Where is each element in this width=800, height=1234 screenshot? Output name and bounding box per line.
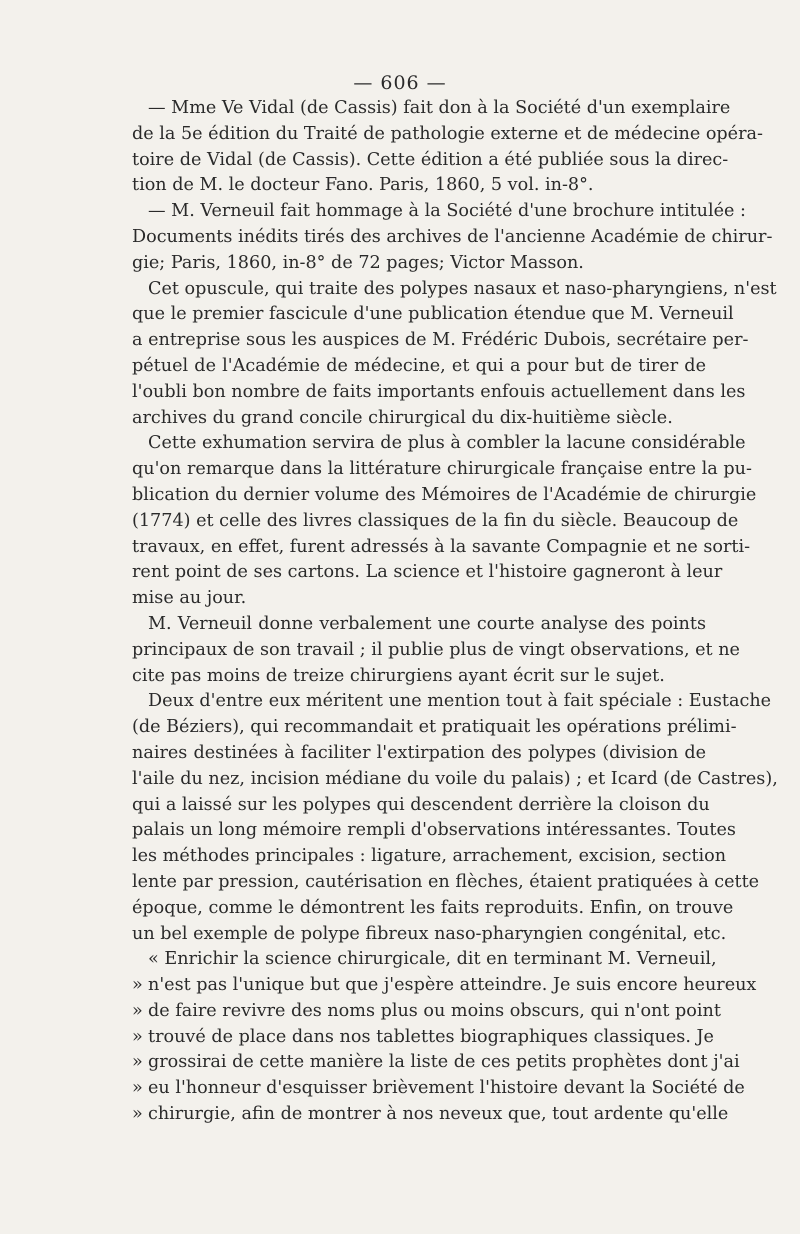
text-line xyxy=(132,973,757,999)
line-text: les méthodes principales : ligature, arrachement, excision, section xyxy=(132,846,727,867)
line-text: un bel exemple de polype fibreux naso-pharyngien congénital, etc. xyxy=(132,923,727,944)
text-line xyxy=(132,741,706,767)
line-text: de la 5e édition du Traité de pathologie externe et de médecine opéra- xyxy=(132,123,763,144)
text-line xyxy=(132,1076,745,1102)
quote-mark: » xyxy=(132,1078,143,1099)
line-text: Cet opuscule, qui traite des polypes nasaux et naso-pharyngiens, n'est xyxy=(148,278,777,299)
text-line xyxy=(132,664,706,690)
text-line xyxy=(132,586,706,612)
quote-mark: » xyxy=(132,1000,143,1021)
text-line xyxy=(132,844,727,870)
text-line xyxy=(132,328,749,354)
text-line xyxy=(132,896,734,922)
text-line xyxy=(132,199,746,225)
text-line xyxy=(132,406,706,432)
line-text: principaux de son travail ; il publie plus de vingt observations, et ne xyxy=(132,639,740,660)
text-line xyxy=(132,922,727,948)
text-line xyxy=(132,457,752,483)
line-text: grossirai de cette manière la liste de ces petits prophètes dont j'ai xyxy=(148,1052,740,1073)
text-line xyxy=(132,431,746,457)
text-line xyxy=(132,277,777,303)
line-text: « Enrichir la science chirurgicale, dit en terminant M. Verneuil, xyxy=(148,949,717,970)
text-line xyxy=(132,302,734,328)
text-line xyxy=(132,638,740,664)
line-text: trouvé de place dans nos tablettes biographiques classiques. Je xyxy=(148,1026,714,1047)
line-text: (de Béziers), qui recommandait et pratiquait les opérations prélimi- xyxy=(132,717,737,738)
line-text: (1774) et celle des livres classiques de la fin du siècle. Beaucoup de xyxy=(132,510,739,531)
text-line xyxy=(132,225,773,251)
text-line xyxy=(132,483,757,509)
line-text: que le premier fascicule d'une publication étendue que M. Verneuil xyxy=(132,304,734,325)
line-text: qui a laissé sur les polypes qui descendent derrière la cloison du xyxy=(132,794,710,815)
text-line xyxy=(132,148,729,174)
page-number: — 606 — xyxy=(353,72,447,94)
line-text: l'oubli bon nombre de faits importants enfouis actuellement dans les xyxy=(132,381,746,402)
line-text: — M. Verneuil fait hommage à la Société d'une brochure intitulée : xyxy=(148,201,746,222)
line-text: — Mme Ve Vidal (de Cassis) fait don à la Société d'un exemplaire xyxy=(148,98,731,118)
line-text: Documents inédits tirés des archives de l'ancienne Académie de chirur- xyxy=(132,226,773,247)
line-text: de faire revivre des noms plus ou moins obscurs, qui n'ont point xyxy=(148,1000,721,1021)
text-line xyxy=(132,1025,714,1051)
line-text: mise au jour. xyxy=(132,588,247,609)
text-line xyxy=(132,689,772,715)
text-line xyxy=(132,1102,729,1128)
line-text: pétuel de l'Académie de médecine, et qui a pour but de tirer de xyxy=(132,355,706,376)
line-text: tion de M. le docteur Fano. Paris, 1860, 5 vol. in-8°. xyxy=(132,175,594,196)
line-text: a entreprise sous les auspices de M. Frédéric Dubois, secrétaire per- xyxy=(132,330,749,351)
line-text: cite pas moins de treize chirurgiens ayant écrit sur le sujet. xyxy=(132,665,665,686)
text-line xyxy=(132,380,746,406)
line-text: eu l'honneur d'esquisser brièvement l'histoire devant la Société de xyxy=(148,1078,745,1099)
line-text: palais un long mémoire rempli d'observations intéressantes. Toutes xyxy=(132,820,736,841)
quote-mark: » xyxy=(132,1052,143,1073)
line-text: toire de Vidal (de Cassis). Cette édition a été publiée sous la direc- xyxy=(132,149,729,170)
line-text: Cette exhumation servira de plus à combler la lacune considérable xyxy=(148,433,746,454)
body-text xyxy=(132,96,778,1128)
line-text: Deux d'entre eux méritent une mention tout à fait spéciale : Eustache xyxy=(148,691,772,712)
line-text: rent point de ses cartons. La science et l'histoire gagneront à leur xyxy=(132,562,723,583)
text-line xyxy=(132,999,721,1025)
text-line xyxy=(132,96,731,122)
text-line xyxy=(132,767,778,793)
line-text: qu'on remarque dans la littérature chirurgicale française entre la pu- xyxy=(132,459,752,480)
text-line xyxy=(132,509,739,535)
line-text: travaux, en effet, furent adressés à la savante Compagnie et ne sorti- xyxy=(132,536,751,557)
line-text: époque, comme le démontrent les faits reproduits. Enfin, on trouve xyxy=(132,897,734,918)
line-text: chirurgie, afin de montrer à nos neveux que, tout ardente qu'elle xyxy=(148,1104,729,1125)
line-text: l'aile du nez, incision médiane du voile du palais) ; et Icard (de Castres), xyxy=(132,768,778,789)
text-line xyxy=(132,947,717,973)
text-line xyxy=(132,612,706,638)
quote-mark: » xyxy=(132,1026,143,1047)
text-line xyxy=(132,818,736,844)
line-text: archives du grand concile chirurgical du dix-huitième siècle. xyxy=(132,407,673,428)
text-line xyxy=(132,560,723,586)
text-line xyxy=(132,793,710,819)
text-line xyxy=(132,535,751,561)
quote-mark: » xyxy=(132,1104,143,1125)
line-text: n'est pas l'unique but que j'espère atteindre. Je suis encore heureux xyxy=(148,975,757,996)
line-text: gie; Paris, 1860, in-8° de 72 pages; Victor Masson. xyxy=(132,252,584,273)
line-text: lente par pression, cautérisation en flèches, étaient pratiquées à cette xyxy=(132,871,760,892)
text-line xyxy=(132,122,763,148)
text-line xyxy=(132,251,706,277)
line-text: blication du dernier volume des Mémoires de l'Académie de chirurgie xyxy=(132,484,757,505)
text-line xyxy=(132,870,760,896)
text-line xyxy=(132,173,706,199)
text-line xyxy=(132,715,737,741)
line-text: M. Verneuil donne verbalement une courte analyse des points xyxy=(148,613,706,634)
text-line xyxy=(132,354,706,380)
text-line xyxy=(132,1050,740,1076)
line-text: naires destinées à faciliter l'extirpation des polypes (division de xyxy=(132,742,706,763)
quote-mark: » xyxy=(132,975,143,996)
